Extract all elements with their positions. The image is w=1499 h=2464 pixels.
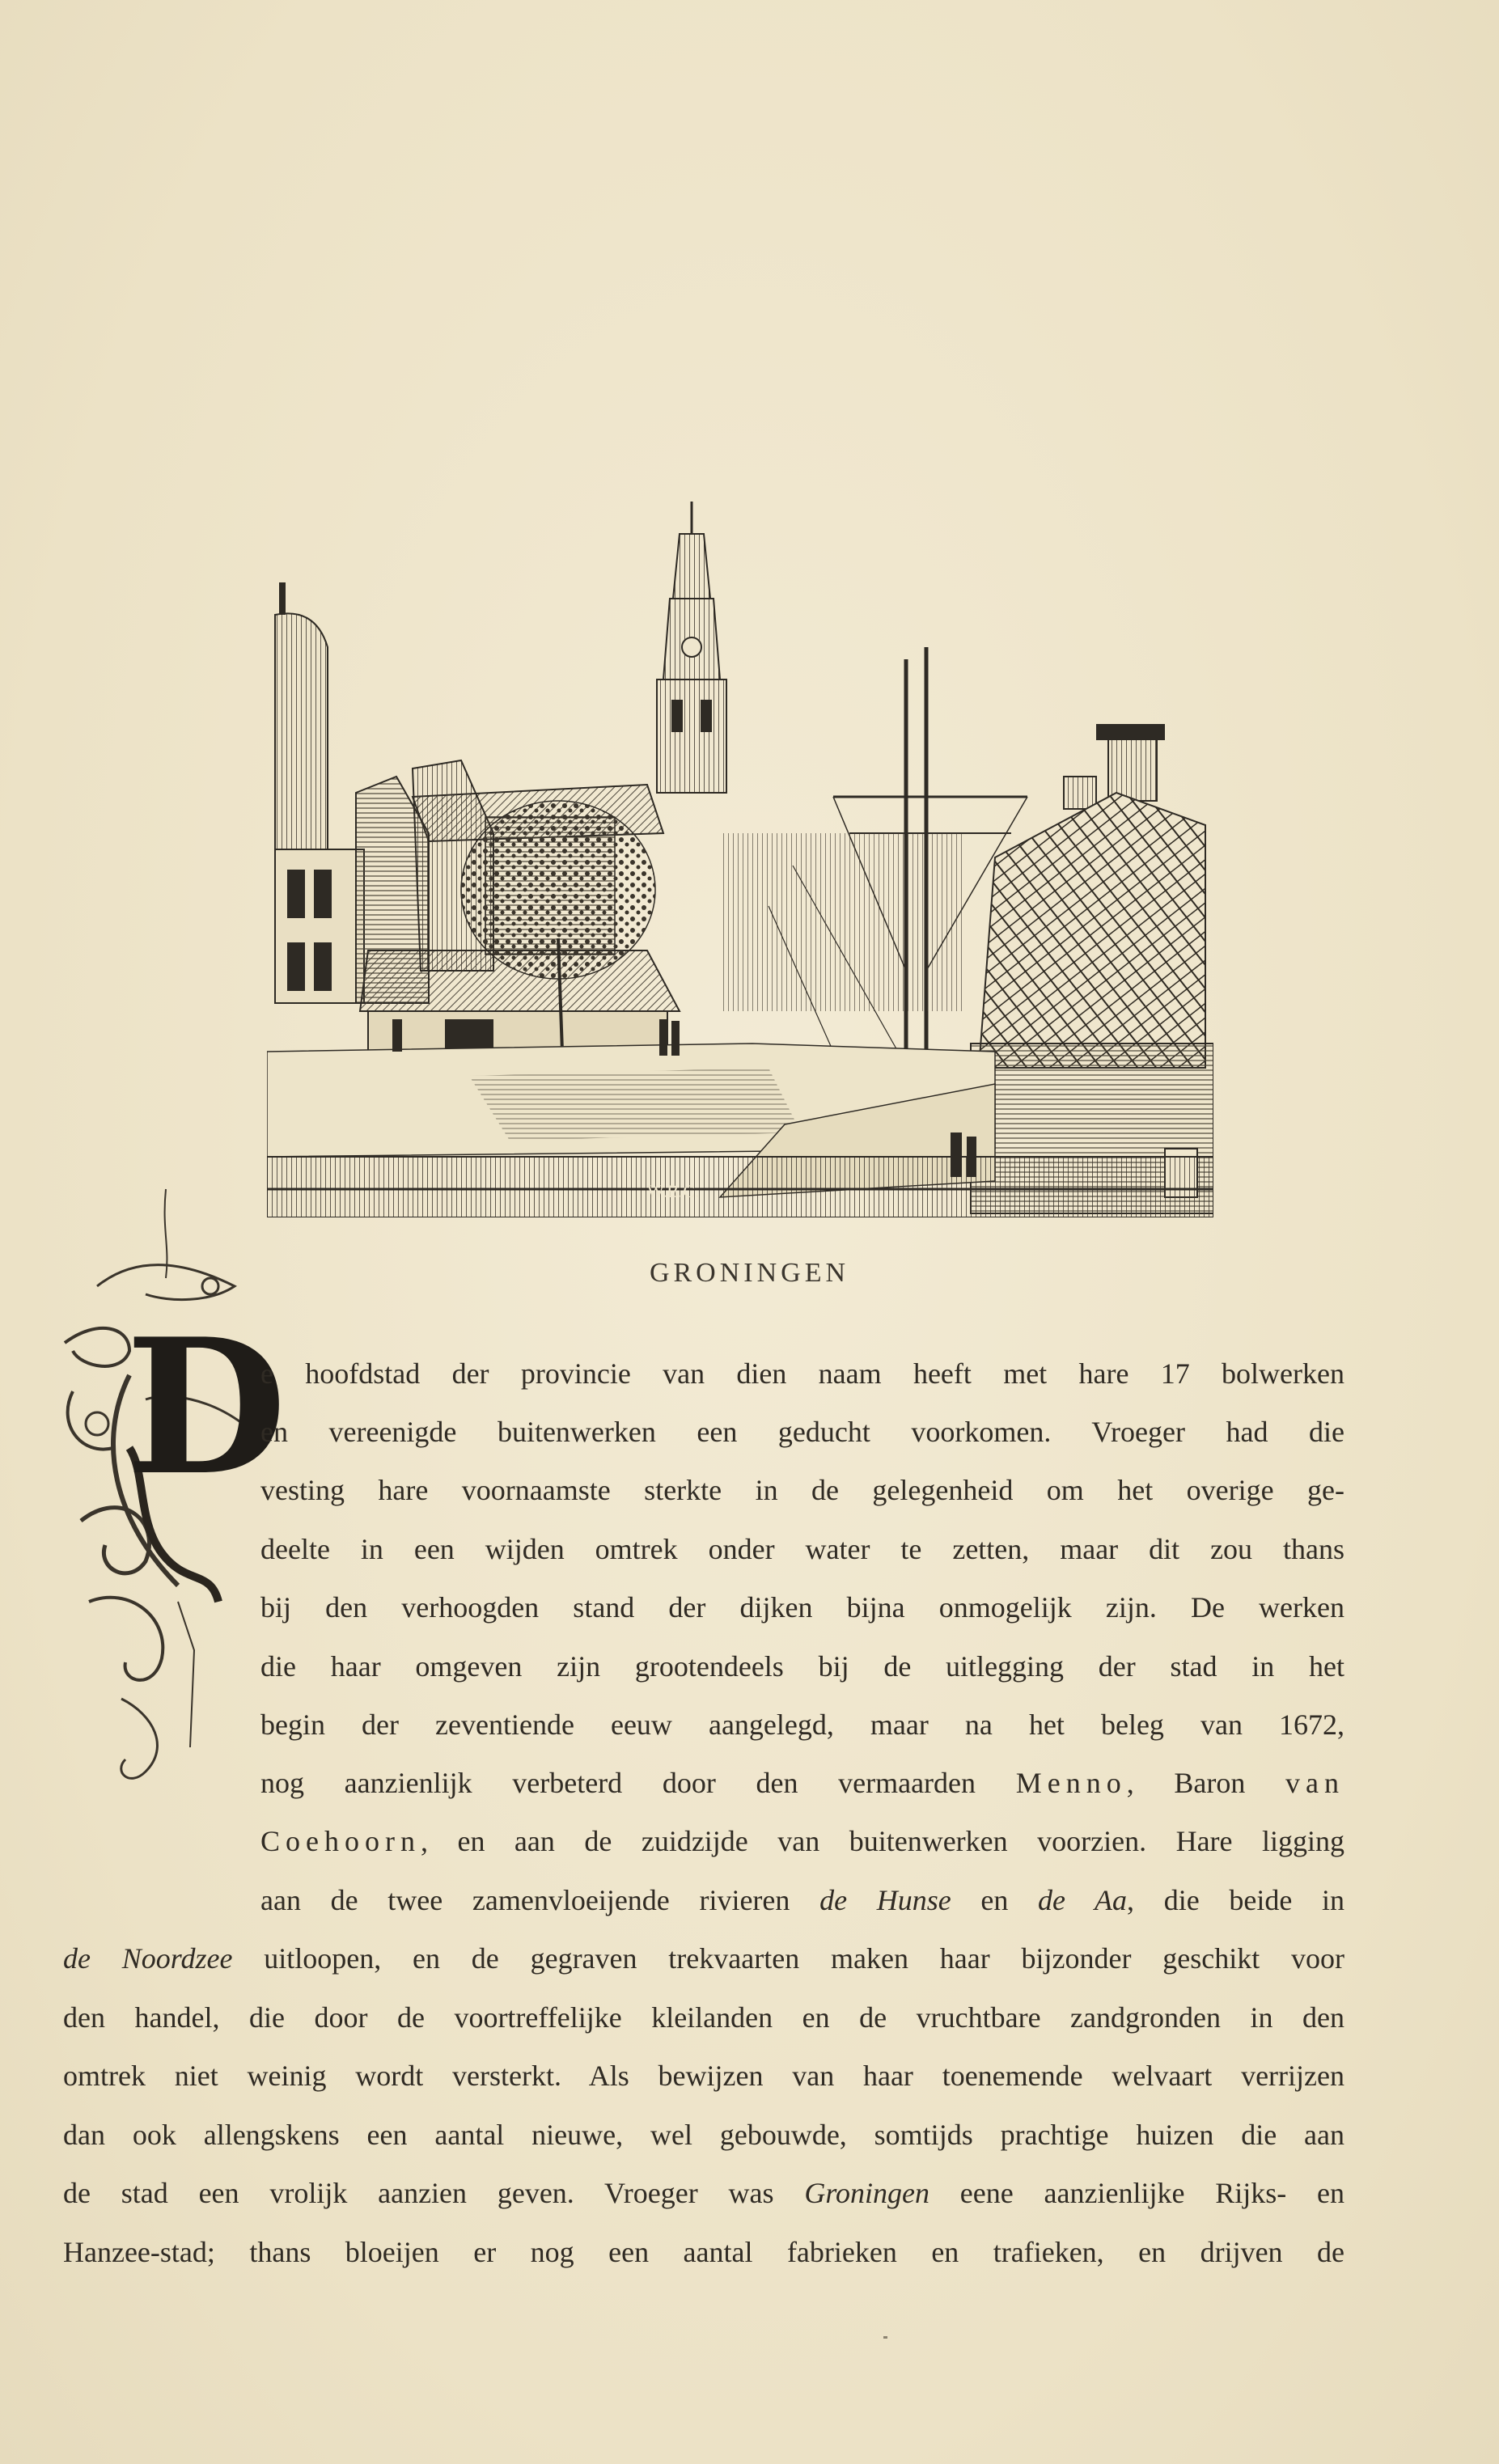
engraver-signature: W.B.C. xyxy=(647,1181,700,1201)
line-10-de-aa: de Aa xyxy=(1038,1884,1128,1916)
paper-speck xyxy=(883,2336,887,2339)
text-line-8 xyxy=(260,1765,1344,1801)
text-line-6 xyxy=(260,1649,1344,1684)
line-16-text: Hanzee-stad; thans bloeijen er nog een aantal fabrieken en trafieken, en drijven de xyxy=(63,2236,1344,2268)
text-line-12 xyxy=(63,2000,1344,2035)
line-15-groningen: Groningen xyxy=(804,2177,929,2209)
text-line-1 xyxy=(260,1356,1344,1391)
text-line-2 xyxy=(260,1414,1344,1450)
line-3-text: vesting hare voornaamste sterkte in de gelegenheid om het overige ge- xyxy=(260,1474,1344,1506)
text-line-7 xyxy=(260,1707,1344,1742)
line-8-text-a: nog aanzienlijk verbeterd door den vermaarden xyxy=(260,1767,976,1799)
line-10-text-b: , die beide in xyxy=(1127,1884,1345,1916)
line-10-en: en xyxy=(980,1884,1009,1916)
line-6-text: die haar omgeven zijn grootendeels bij de uitlegging der stad in het xyxy=(260,1650,1344,1683)
line-14-text: dan ook allengskens een aantal nieuwe, wel gebouwde, somtijds prachtige huizen die aan xyxy=(63,2119,1344,2151)
text-line-11 xyxy=(63,1941,1344,1976)
line-12-text: den handel, die door de voortreffelijke kleilanden en de vruchtbare zandgronden in den xyxy=(63,2001,1344,2034)
line-8-text-b: , Baron xyxy=(1126,1767,1246,1799)
line-11-de-noordzee: de Noordzee xyxy=(63,1942,233,1975)
line-2-text: en vereenigde buitenwerken een geducht voorkomen. Vroeger had die xyxy=(260,1416,1344,1448)
engraving-svg xyxy=(267,485,1213,1217)
text-line-9 xyxy=(260,1823,1344,1859)
line-10-de-hunse: de Hunse xyxy=(819,1884,951,1916)
initial-ornament-svg xyxy=(49,1181,287,1852)
text-line-14 xyxy=(63,2117,1344,2153)
line-8-van: van xyxy=(1285,1767,1345,1799)
text-line-13 xyxy=(63,2058,1344,2094)
text-line-5 xyxy=(260,1590,1344,1625)
text-line-10 xyxy=(260,1882,1344,1918)
line-13-text: omtrek niet weinig wordt versterkt. Als bewijzen van haar toenemende welvaart verrijzen xyxy=(63,2060,1344,2092)
line-4-text: deelte in een wijden omtrek onder water te zetten, maar dit zou thans xyxy=(260,1533,1344,1565)
line-15-text-a: de stad een vrolijk aanzien geven. Vroeger was xyxy=(63,2177,774,2209)
line-15-text-b: eene aanzienlijke Rijks- en xyxy=(959,2177,1345,2209)
line-10-text-a: aan de twee zamenvloeijende rivieren xyxy=(260,1884,790,1916)
ornamental-initial xyxy=(49,1181,287,1852)
text-line-3 xyxy=(260,1472,1344,1508)
line-1-text: e hoofdstad der provincie van dien naam heeft met hare 17 bolwerken xyxy=(260,1357,1344,1390)
drop-cap-letter: D xyxy=(125,1298,287,1517)
text-line-4 xyxy=(260,1531,1344,1567)
line-9-text-b: , en aan de zuidzijde van buitenwerken voorzien. Hare ligging xyxy=(420,1825,1344,1857)
church-tower xyxy=(657,502,726,793)
groningen-engraving xyxy=(267,485,1213,1217)
ship-masts xyxy=(720,647,1027,1052)
text-line-16 xyxy=(63,2234,1344,2270)
line-9-name-coehoorn: Coehoorn xyxy=(260,1825,421,1857)
line-11-text-b: uitloopen, en de gegraven trekvaarten maken haar bijzonder geschikt voor xyxy=(264,1942,1345,1975)
illustration-title: GRONINGEN xyxy=(649,1258,850,1288)
line-8-name-menno: Menno xyxy=(1015,1767,1127,1799)
line-7-text: begin der zeventiende eeuw aangelegd, maar na het beleg van 1672, xyxy=(260,1708,1344,1741)
text-line-15 xyxy=(63,2175,1344,2211)
line-5-text: bij den verhoogden stand der dijken bijna onmogelijk zijn. De werken xyxy=(260,1591,1344,1624)
